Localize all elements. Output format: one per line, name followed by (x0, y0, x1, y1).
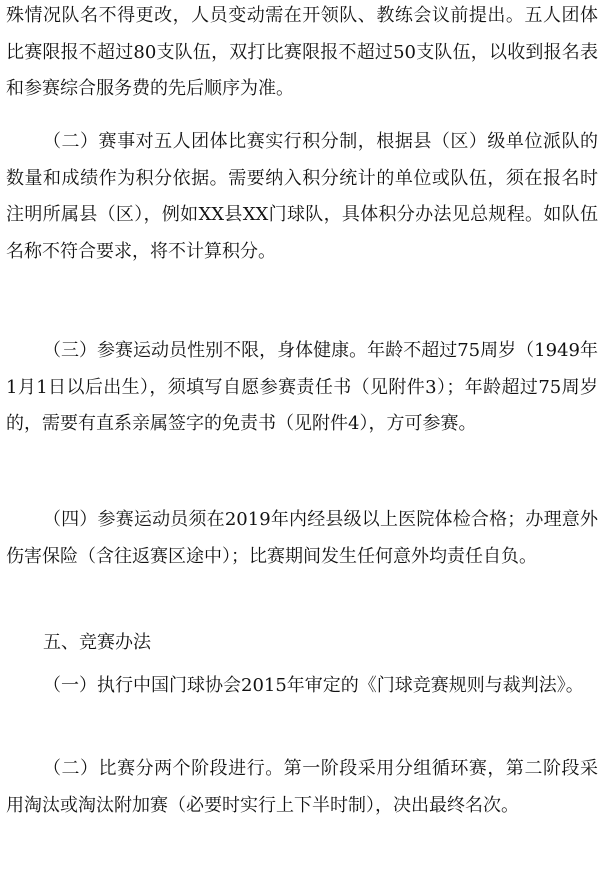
paragraph-points-system: （二）赛事对五人团体比赛实行积分制，根据县（区）级单位派队的数量和成绩作为积分依据。需要纳入积分统计的单位或队伍，须在报名时注明所属县（区），例如XX县XX门球队，具体积分办法见总规程。如队伍名称不符合要求，将不计算积分。 (6, 131, 598, 262)
section-heading-competition-method: 五、竞赛办法 (43, 632, 151, 653)
paragraph-athlete-eligibility: （三）参赛运动员性别不限，身体健康。年龄不超过75周岁（1949年1月1日以后出生），须填写自愿参赛责任书（见附件3）；年龄超过75周岁的，需要有直系亲属签字的免责书（见附件4），方可参赛。 (6, 340, 598, 435)
paragraph-competition-stages: （二）比赛分两个阶段进行。第一阶段采用分组循环赛，第二阶段采用淘汰或淘汰附加赛（必要时实行上下半时制），决出最终名次。 (6, 758, 598, 816)
paragraph-rules-reference: （一）执行中国门球协会2015年审定的《门球竞赛规则与裁判法》。 (43, 675, 584, 696)
paragraph-team-registration-limits: 殊情况队名不得更改，人员变动需在开领队、教练会议前提出。五人团体比赛限报不超过80支队伍，双打比赛限报不超过50支队伍，以收到报名表和参赛综合服务费的先后顺序为准。 (6, 5, 598, 100)
paragraph-medical-insurance: （四）参赛运动员须在2019年内经县级以上医院体检合格；办理意外伤害保险（含往返赛区途中）；比赛期间发生任何意外均责任自负。 (6, 509, 598, 567)
